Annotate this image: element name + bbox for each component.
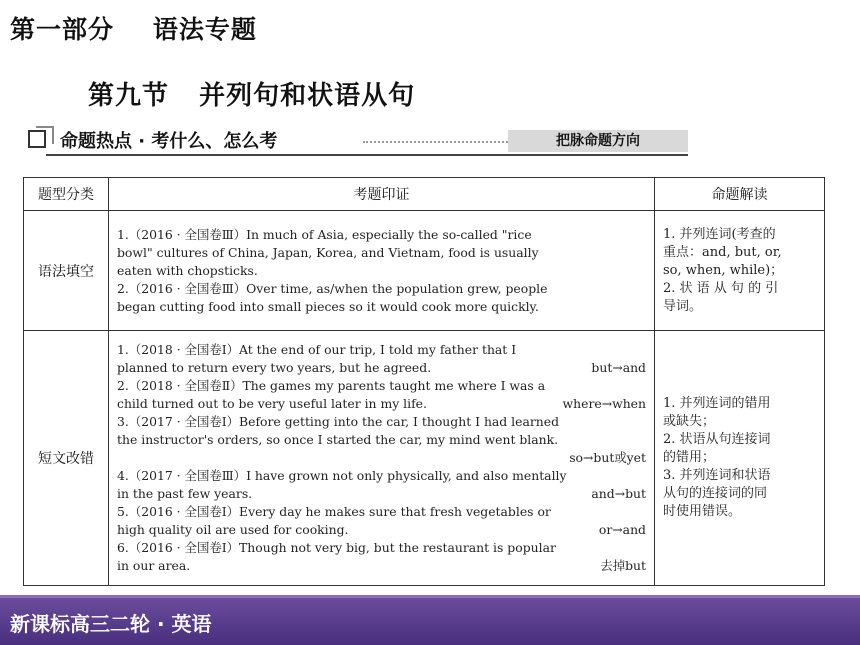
- table-row: [24, 211, 825, 331]
- part-title: 第一部分 语法专题: [10, 15, 257, 44]
- header-type: 题型分类: [24, 178, 109, 211]
- row-type: 语法填空: [24, 211, 109, 331]
- correction-label: but→and: [591, 360, 646, 375]
- interp-line: so, when, while)；: [663, 262, 784, 278]
- row-type: 短文改错: [24, 331, 109, 586]
- interp-line: 1. 并列连词(考查的: [663, 226, 776, 242]
- correction-label: where→when: [562, 396, 646, 411]
- interp-line: 时使用错误。: [663, 504, 742, 519]
- banner-heading: 命题热点 · 考什么、怎么考: [60, 131, 278, 152]
- interp-line: 1. 并列连词的错用: [663, 396, 771, 411]
- example-text: 1.（2018 · 全国卷Ⅰ）At the end of our trip, I told my father that I: [117, 342, 517, 357]
- correction-label: and→but: [591, 486, 646, 501]
- footer-bar: [0, 595, 860, 645]
- banner-tag: 把脉命题方向: [508, 130, 688, 152]
- example-line: [117, 341, 646, 359]
- correction-label: so→but或yet: [569, 450, 646, 465]
- example-text: 4.（2017 · 全国卷Ⅲ）I have grown not only physically, and also mentally: [117, 468, 567, 483]
- square-icon: [28, 130, 46, 148]
- example-line: [117, 431, 646, 449]
- interp-line: 2. 状 语 从 句 的 引: [663, 280, 779, 296]
- table-row: [24, 331, 825, 586]
- interp-line: 2. 状语从句连接词: [663, 432, 771, 447]
- footer-text: 新课标高三二轮 · 英语: [10, 612, 212, 636]
- example-text: in the past few years.: [117, 486, 253, 501]
- correction-label: or→and: [598, 522, 646, 537]
- example-line: [117, 539, 646, 557]
- example-line: [117, 467, 646, 485]
- row-interpretation: [655, 331, 825, 586]
- example-text: child turned out to be very useful later in my life.: [117, 396, 427, 411]
- correction-label: 去掉but: [600, 558, 646, 573]
- example-line: [117, 503, 646, 521]
- example-line: [117, 449, 646, 467]
- example-line: bowl" cultures of China, Japan, Korea, and Vietnam, food is usually: [117, 244, 539, 260]
- table-header-row: [24, 178, 825, 211]
- interp-line: 3. 并列连词和状语: [663, 468, 771, 483]
- example-line: [117, 395, 646, 413]
- interp-line: 的错用；: [663, 450, 716, 465]
- example-text: high quality oil are used for cooking.: [117, 522, 349, 537]
- example-line: began cutting food into small pieces so it would cook more quickly.: [117, 298, 539, 314]
- dotted-leader: [363, 141, 508, 143]
- example-line: eaten with chopsticks.: [117, 262, 258, 278]
- section-banner: [28, 126, 688, 156]
- example-line: [117, 359, 646, 377]
- interp-line: 导词。: [663, 298, 703, 314]
- example-text: in our area.: [117, 558, 191, 573]
- interp-line: 重点：and, but, or,: [663, 244, 782, 260]
- example-line: [117, 377, 646, 395]
- interp-line: 从句的连接词的同: [663, 486, 768, 501]
- example-text: 6.（2016 · 全国卷Ⅰ）Though not very big, but the restaurant is popular: [117, 540, 556, 555]
- example-line: [117, 557, 646, 575]
- example-text: 2.（2018 · 全国卷Ⅱ）The games my parents taught me where I was a: [117, 378, 546, 393]
- example-text: 5.（2016 · 全国卷Ⅰ）Every day he makes sure that fresh vegetables or: [117, 504, 551, 519]
- example-line: 1.（2016 · 全国卷Ⅲ）In much of Asia, especially the so-called "rice: [117, 226, 532, 242]
- example-line: 2.（2016 · 全国卷Ⅲ）Over time, as/when the population grew, people: [117, 280, 548, 296]
- example-text: planned to return every two years, but he agreed.: [117, 360, 432, 375]
- header-interpretation: 命题解读: [655, 178, 825, 211]
- row-examples: [109, 331, 655, 586]
- section-title: 第九节 并列句和状语从句: [88, 81, 416, 111]
- example-line: [117, 413, 646, 431]
- row-interpretation: [655, 211, 825, 331]
- banner-rule: [46, 154, 688, 156]
- content-table: [23, 177, 825, 586]
- interp-line: 或缺失；: [663, 414, 716, 429]
- example-text: 3.（2017 · 全国卷Ⅰ）Before getting into the car, I thought I had learned: [117, 414, 560, 429]
- example-line: [117, 521, 646, 539]
- header-examples: 考题印证: [109, 178, 655, 211]
- row-examples: [109, 211, 655, 331]
- example-text: the instructor's orders, so once I started the car, my mind went blank.: [117, 432, 559, 447]
- example-line: [117, 485, 646, 503]
